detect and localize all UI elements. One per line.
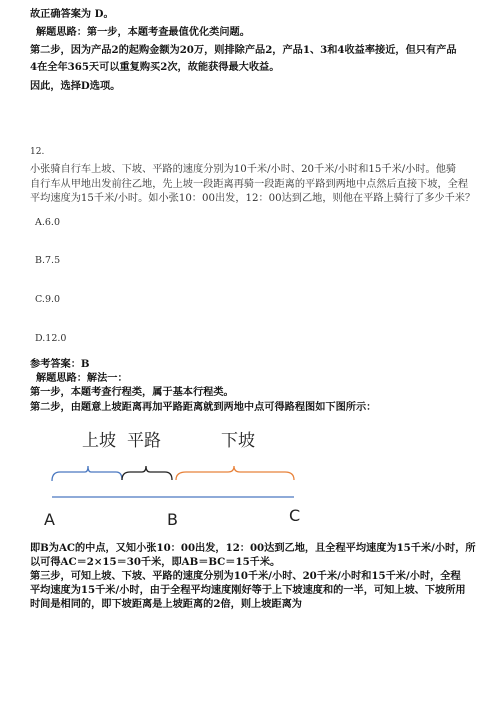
route-diagram (30, 425, 320, 530)
point-b-label: B (167, 510, 178, 529)
prev-explanation-line-3: 4在全年365天可以重复购买2次，故能获得最大收益。 (30, 61, 280, 73)
solution-line-2: 第一步，本题考查行程类，属于基本行程类。 (30, 386, 234, 398)
question-stem-line-1: 小张骑自行车上坡、下坡、平路的速度分别为10千米/小时、20千米/小时和15千米/小时。他骑 (30, 164, 457, 175)
uphill-brace (52, 466, 122, 481)
prev-answer-line: 故正确答案为 D。 (30, 8, 114, 20)
solution-line-1: 解题思路：解法一： (36, 372, 128, 384)
flat-brace (122, 466, 172, 480)
prev-explanation-line-1: 解题思路：第一步，本题考查最值优化类问题。 (36, 26, 250, 38)
downhill-brace (176, 466, 294, 480)
option-b: B.7.5 (35, 255, 61, 266)
option-d: D.12.0 (35, 333, 67, 344)
solution-after-line-2: 以可得AC＝2×15＝30千米，即AB＝BC＝15千米。 (30, 556, 281, 568)
uphill-label: 上坡 (82, 431, 116, 451)
point-c-label: C (289, 506, 301, 525)
prev-explanation-line-4: 因此，选择D选项。 (30, 80, 121, 92)
question-number: 12. (30, 147, 45, 157)
flat-label: 平路 (127, 431, 161, 451)
solution-after-line-1: 即B为AC的中点，又知小张10：00出发，12：00达到乙地，且全程平均速度为15千米/小时，所 (30, 542, 476, 554)
point-a-label: A (44, 510, 55, 529)
option-c: C.9.0 (35, 294, 61, 305)
solution-after-line-5: 时间是相同的，即下坡距离是上坡距离的2倍，则上坡距离为 (30, 598, 302, 610)
option-a: A.6.0 (35, 217, 60, 228)
question-stem-line-3: 平均速度为15千米/小时。如小张10：00出发，12：00达到乙地，则他在平路上骑行了多少千米？ (30, 193, 476, 204)
solution-after-line-3: 第三步，可知上坡、下坡、平路的速度分别为10千米/小时、20千米/小时和15千米/小时，全程 (30, 570, 461, 582)
reference-answer: 参考答案：B (30, 358, 90, 370)
solution-line-3: 第二步，由题意上坡距离再加平路距离就到两地中点可得路程图如下图所示： (30, 401, 377, 413)
question-stem-line-2: 自行车从甲地出发前往乙地，先上坡一段距离再骑一段距离的平路到两地中点然后直接下坡，全程 (30, 179, 469, 190)
prev-explanation-line-2: 第二步，因为产品2的起购金额为20万，则排除产品2，产品1、3和4收益率接近，但只有产品 (30, 44, 457, 56)
downhill-label: 下坡 (221, 431, 255, 451)
solution-after-line-4: 平均速度为15千米/小时，由于全程平均速度刚好等于上下坡速度和的一半，可知上坡、下坡所用 (30, 584, 466, 596)
